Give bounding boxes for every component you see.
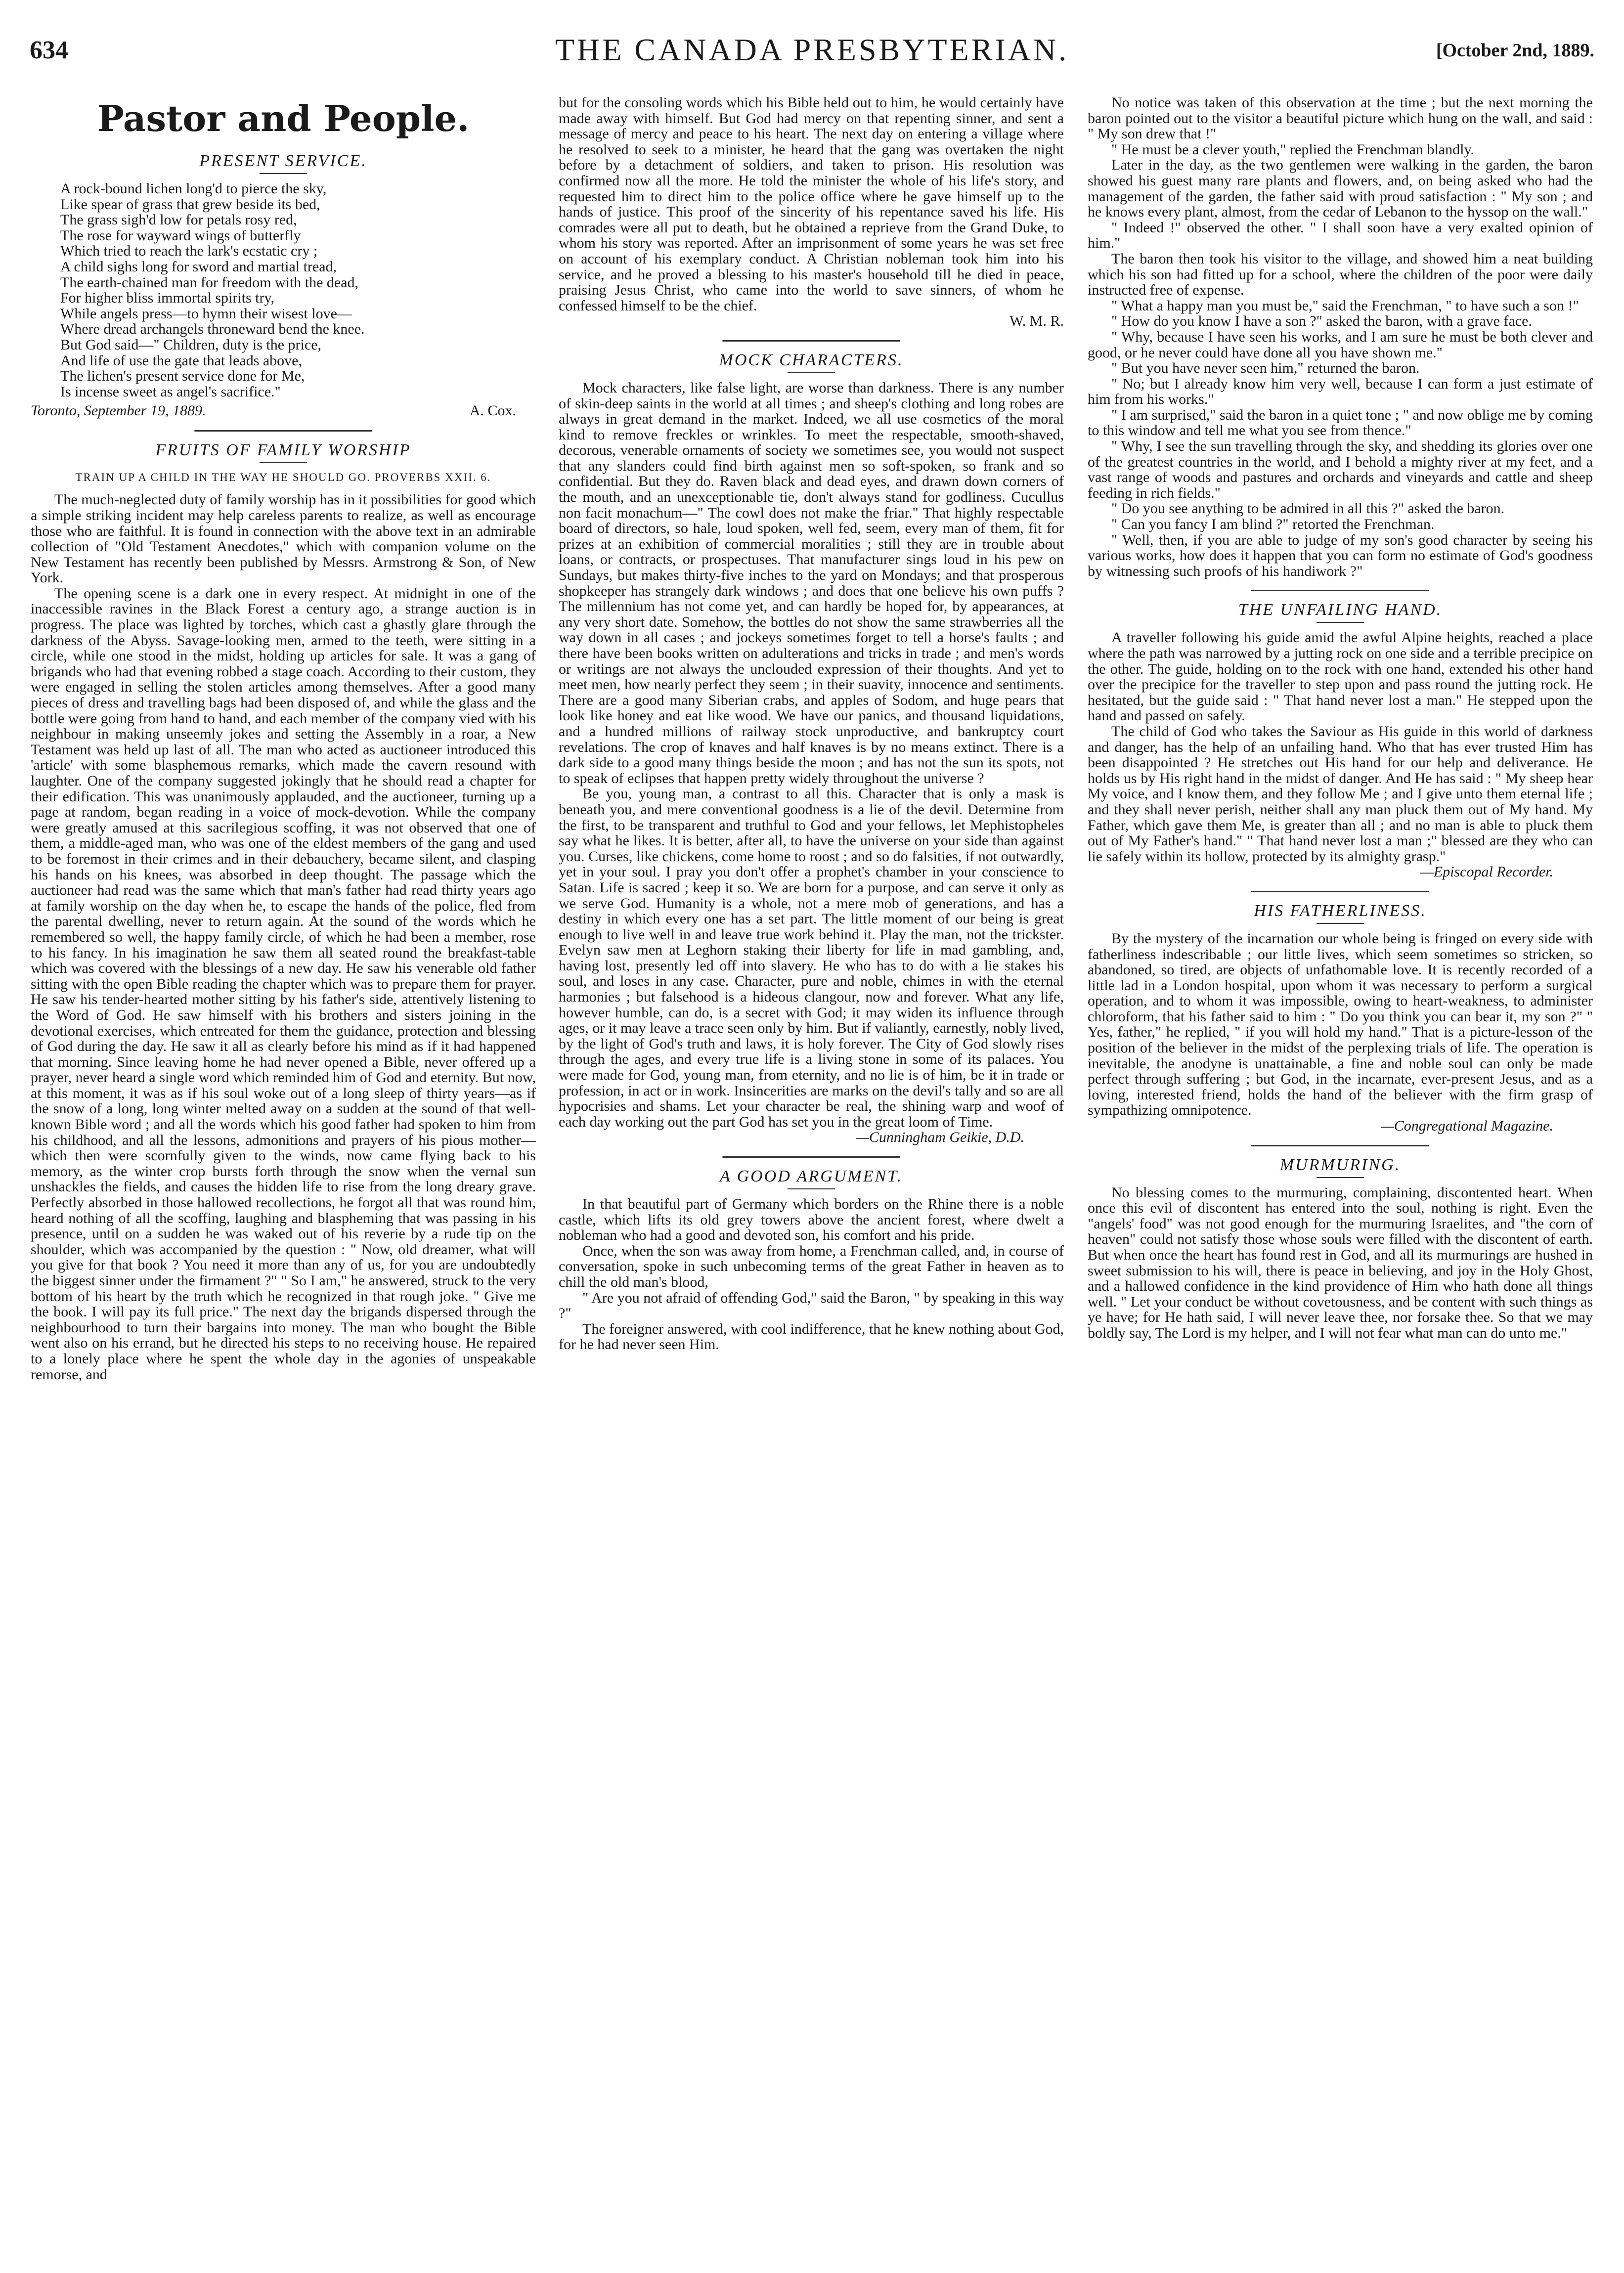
paragraph: " What a happy man you must be," said the Frenchman, " to have such a son !" (1111, 297, 1579, 314)
paragraph: Once, when the son was away from home, a Frenchman called, and, in course of conversation, spoke in such unbecoming terms of the great Father in heaven as to chill the old man's blood, (559, 1242, 1064, 1290)
column-2 (559, 95, 1064, 2255)
paragraph: The child of God who takes the Saviour as His guide in this world of darkness and danger, has the help of an unfailing hand. Who that has ever trusted Him has been disappointed ? He stretches out His hand for our help and deliverance. He holds us by His right hand in the midst of danger. And He has said : " My sheep hear My voice, and I know them, and they follow Me ; and I give unto them eternal life ; and they shall never perish, neither shall any man pluck them out of My hand. My Father, which gave them Me, is greater than all ; and no man is able to pluck them out of My Father's hand." " That hand never lost a man ;" blessed are they who can lie safely within its hollow, protected by its almighty grasp." (1088, 723, 1593, 865)
family-worship-title: FRUITS OF FAMILY WORSHIP (155, 441, 411, 460)
poem-line: Is incense sweet as angel's sacrifice." (60, 383, 281, 400)
poem-line: A rock-bound lichen long'd to pierce the sky, (60, 180, 327, 197)
paragraph: " Why, because I have seen his works, and I am sure he must be both clever and good, or he never could have done all you have shown me." (1088, 328, 1593, 361)
poem-place-date: Toronto, September 19, 1889. (31, 402, 206, 419)
scripture-caption: TRAIN UP A CHILD IN THE WAY HE SHOULD GO. PROVERBS XXII. 6. (75, 471, 491, 484)
column-1 (31, 95, 536, 2255)
poem-line: And life of use the gate that leads above, (60, 352, 302, 369)
paragraph: Later in the day, as the two gentlemen were walking in the garden, the baron showed his guest many rare plants and flowers, and, on being asked who had the management of the garden, the father said with proud satisfaction : " My son ; and he knows every plant, almost, from the cedar of Lebanon to the hyssop on the wall." (1088, 157, 1593, 220)
section-divider (722, 340, 900, 342)
title-rule (1317, 622, 1364, 623)
title-rule (788, 1188, 835, 1189)
title-rule (260, 173, 307, 174)
paragraph: " Can you fancy I am blind ?" retorted the Frenchman. (1111, 516, 1435, 533)
signature: —Episcopal Recorder. (1420, 864, 1553, 880)
poem-line: The rose for wayward wings of butterfly (60, 227, 301, 244)
section-divider (1251, 1145, 1429, 1146)
journal-title: THE CANADA PRESBYTERIAN. (555, 32, 1069, 67)
department-title: Pastor and People. (97, 97, 470, 139)
unfailing-hand-title: THE UNFAILING HAND. (1238, 601, 1443, 619)
paragraph: No blessing comes to the murmuring, complaining, discontented heart. When once this evil of discontent has entered into the soul, nothing is right. Even the "angels' food" was not good enough for the murmuring Israelites, and "the corn of heaven" could not satisfy those whose souls were filled with the discontent of earth. But when once the heart has found rest in God, and all its murmurings are hushed in sweet submission to his will, there is peace in believing, and joy in the Holy Ghost, and a hallowed confidence in the kind providence of Him who hath done all things well. " Let your conduct be without covetousness, and be content with such things as ye have; for He hath said, I will never leave thee, nor forsake thee. So that we may boldly say, The Lord is my helper, and I will not fear what man can do unto me." (1088, 1184, 1593, 1341)
mock-characters-title: MOCK CHARACTERS. (719, 350, 904, 369)
paragraph: Be you, young man, a contrast to all this. Character that is only a mask is beneath you, and mere conventional goodness is a lie of the devil. Determine from the first, to be transparent and truthful to God and your fellows, let Mephistopheles say what he likes. It is better, after all, to have the universe on your side than against you. Curses, like chickens, come home to roost ; and so do falsities, if not outwardly, yet in your soul. I pray you don't offer a prophet's chamber in your conscience to Satan. Life is sacred ; keep it so. We are born for a purpose, and can serve it only as we serve God. Humanity is a whole, not a mere mob of generations, and has a destiny in which every one has a set part. The little moment of our being is great enough to live well in and leave true work behind it. Play the man, not the trickster. Evelyn saw men at Leghorn staking their liberty for life in mad gambling, and, having lost, presently led off into slavery. He who has to do with a lie stakes his soul, and loses in any case. Character, pure and noble, chimes in with the eternal harmonies ; but falsehood is a hideous clangour, now and forever. What any life, however humble, can do, is a secret with God; it may widen its influence through ages, or it may leave a trace seen only by him. But if valiantly, earnestly, nobly lived, by the light of God's truth and laws, it is holy forever. The City of God slowly rises through the ages, and every true life is a living stone in some of its palaces. You were made for God, young man, from eternity, and no lie is of him, be it in trade or profession, in act or in work. Insincerities are marks on the devil's tally and so are all hypocrisies and shams. Let your character be real, the shining warp and woof of each day working out the part God has set you in the great loom of Time. (559, 786, 1064, 1130)
paragraph: In that beautiful part of Germany which borders on the Rhine there is a noble castle, which lifts its old grey towers above the ancient forest, where dwelt a nobleman who had a good and devoted son, his comfort and his pride. (559, 1196, 1064, 1244)
column-3 (1088, 95, 1593, 2255)
poem-line: Which tried to reach the lark's ecstatic cry ; (60, 243, 318, 260)
title-rule (1317, 1177, 1364, 1178)
paragraph: " No; but I already know him very well, because I can form a just estimate of him from his works." (1088, 375, 1593, 408)
poem (60, 181, 536, 399)
paragraph: The opening scene is a dark one in every respect. At midnight in one of the inaccessible ravines in the Black Forest a century ago, a strange auction is in progress. The place was lighted by torches, which cast a ghastly glare through the darkness of the Abyss. Savage-looking men, armed to the teeth, were sitting in a circle, while one stood in the midst, holding up articles for sale. It was a gang of brigands who had that evening robbed a stage coach. According to their custom, they were engaged in selling the stolen articles among themselves. After a good many pieces of dress and travelling bags had been disposed of, and while the glass and the bottle were going from hand to hand, and each member of the company vied with his neighbour in making unseemly jokes and setting the Assembly in a roar, a New Testament was held up last of all. The man who acted as auctioneer introduced this 'article' with some blasphemous remarks, which made the cavern resound with laughter. One of the company suggested jokingly that he should read a chapter for their edification. This was unanimously applauded, and the auctioneer, turning up a page at random, began reading in a voice of mock-devotion. While the company were greatly amused at this sacrilegious scoffing, it was not observed that one of them, a middle-aged man, who was one of the eldest members of the gang and used to be foremost in their crimes and in their debauchery, became silent, and clasping his hands on his knees, was absorbed in deep thought. The passage which the auctioneer had read was the same which that man's father had read thirty years ago at family worship on the day when he, to escape the hands of the police, fled from the parental dwelling, never to return again. At the sound of the words which he remembered so well, the happy family circle, of which he had been a member, rose to his fancy. In his imagination he saw them all seated round the breakfast-table which was covered with the blessings of a new day. He saw his venerable old father sitting with the open Bible reading the chapter which was to prepare them for prayer. He saw his tender-hearted mother sitting by his father's side, attentively listening to the Word of God. He saw himself with his brothers and sisters joining in the devotional exercises, which entreated for them the guidance, protection and blessing of God during the day. He saw it all as clearly before his mind as if it had happened that morning. Since leaving home he had never opened a Bible, never offered up a prayer, never heard a single word which reminded him of God and eternity. But now, at this moment, it was as if his soul woke out of a long sleep of thirty years—as if the snow of a long, long winter melted away on a sudden at the sound of that well-known Bible word ; and all the words which his good father had spoken to him from his childhood, and all the lessons, admonitions and prayers of his pious mother—which then were scornfully given to the winds, now came flying back to his memory, as the winter crop bursts forth through the snow when the vernal sun unshackles the fields, and causes the hidden life to rise from the long dreary grave. Perfectly absorbed in those hallowed recollections, he forgot all that was round him, heard nothing of all the scoffing, laughing and blaspheming that was passing in his presence, until on a sudden he was waked out of his reverie by a rude tip on the shoulder, which was accompanied by the question : " Now, old dreamer, what will you give for that book ? You need it more than any of us, for you are undoubtedly the biggest sinner under the firmament ?" " So I am," he answered, struck to the very bottom of his heart by the truth which he recognized in that rough joke. " Give me the book. I will pay its full price." The next day the brigands dispersed through the neighbourhood to turn their bargains into money. The man who bought the Bible went also on his errand, but he directed his steps to no receiving house. He repaired to a lonely place where he spent the whole day in the agonies of unspeakable remorse, and (31, 585, 536, 1383)
page-number: 634 (30, 36, 68, 64)
paragraph: " But you have never seen him," returned the baron. (1111, 360, 1420, 377)
poem-line: The lichen's present service done for Me, (60, 368, 305, 385)
murmuring-title: MURMURING. (1279, 1155, 1401, 1174)
paragraph: By the mystery of the incarnation our whole being is fringed on every side with fatherliness indescribable ; our little lives, which seem sometimes so stricken, so abandoned, so tired, are objects of unfathomable love. It is recently recorded of a little lad in a London hospital, upon whom it was necessary to perform a surgical operation, and to whom it was impossible, owing to heart-weakness, to administer chloroform, that his father said to him : " Do you think you can bear it, my son ?" " Yes, father," he replied, " if you will hold my hand." That is a picture-lesson of the position of the believer in the midst of the perplexing trials of life. The operation is inevitable, the anodyne is unattainable, a fine and noble soul can only be made perfect through suffering ; but God, in the incarnate, ever-present Jesus, and as a loving, interested friend, holds the hand of the believer with the firm grasp of sympathizing omnipotence. (1088, 930, 1593, 1119)
paragraph: No notice was taken of this observation at the time ; but the next morning the baron pointed out to the visitor a beautiful picture which hung on the wall, and said : " My son drew that !" (1088, 95, 1593, 142)
paragraph: " Why, I see the sun travelling through the sky, and shedding its glories over one of the greatest countries in the world, and I behold a mighty river at my feet, and a vast range of woods and pastures and orchards and vineyards and cattle and sheep feeding in rich fields." (1088, 438, 1593, 501)
paragraph: but for the consoling words which his Bible held out to him, he would certainly have made away with himself. But God had mercy on that repenting sinner, and sent a message of mercy and peace to his heart. The next day on entering a village where he resolved to seek to a minister, he heard that the gang was overtaken the night before by a detachment of soldiers, and taken to prison. His resolution was confirmed now all the more. He told the minister the whole of his life's story, and requested him to direct him to the police office where he gave himself up to the hands of justice. This proof of the sincerity of his repentance saved his life. His comrades were all put to death, but he obtained a reprieve from the Grand Duke, to whom his story was reported. After an imprisonment of some years he was set free on account of his exemplary conduct. A Christian nobleman took him into his service, and he proved a blessing to his master's household till he died in peace, praising Jesus Christ, who came into the world to save sinners, of whom he confessed himself to be the chief. (559, 95, 1064, 314)
title-rule (1317, 923, 1364, 924)
poem-line: Where dread archangels throneward bend the knee. (60, 321, 365, 338)
paragraph: A traveller following his guide amid the awful Alpine heights, reached a place where the path was narrowed by a jutting rock on one side and a terrible precipice on the other. The guide, holding on to the rock with one hand, extended his other hand over the precipice for the traveller to step upon and pass round the jutting rock. He hesitated, but the guide said : " That hand never lost a man." He stepped upon the hand and passed on safely. (1088, 629, 1593, 724)
paragraph: " Well, then, if you are able to judge of my son's good character by seeing his various works, how does it happen that you can form no estimate of God's goodness by witnessing such proofs of his handiwork ?" (1088, 531, 1593, 579)
poem-author: A. Cox. (469, 402, 516, 419)
fatherliness-title: HIS FATHERLINESS. (1254, 901, 1427, 920)
paragraph: " Do you see anything to be admired in all this ?" asked the baron. (1111, 500, 1505, 517)
section-divider (722, 1156, 900, 1158)
section-divider (1251, 590, 1429, 591)
paragraph: " Are you not afraid of offending God," said the Baron, " by speaking in this way ?" (559, 1289, 1064, 1322)
title-rule (788, 372, 835, 373)
paragraph: " Indeed !" observed the other. " I shall soon have a very exalted opinion of him." (1088, 219, 1593, 252)
poem-line: The earth-chained man for freedom with the dead, (60, 274, 359, 291)
poem-line: For higher bliss immortal spirits try, (60, 290, 275, 306)
poem-line: While angels press—to hymn their wisest love— (60, 305, 352, 322)
paragraph: " He must be a clever youth," replied the Frenchman blandly. (1111, 141, 1474, 158)
paragraph: " I am surprised," said the baron in a quiet tone ; " and now oblige me by coming to this window and tell me what you see from thence." (1088, 406, 1593, 439)
paragraph: The much-neglected duty of family worship has in it possibilities for good which a simple striking incident may help careless parents to realize, as well as encourage those who are faithful. It is found in connection with the above text in an admirable collection of "Old Testament Anecdotes," which with companion volume on the New Testament has recently been published by Messrs. Armstrong & Son, of New York. (31, 491, 536, 586)
present-service-title: PRESENT SERVICE. (199, 152, 367, 170)
signature: —Congregational Magazine. (1381, 1118, 1553, 1135)
poem-signature (31, 402, 516, 419)
poem-line: A child sighs long for sword and martial tread, (60, 258, 337, 275)
section-divider (194, 430, 372, 432)
poem-line: The grass sigh'd low for petals rosy red, (60, 212, 297, 228)
paragraph: " How do you know I have a son ?" asked the baron, with a grave face. (1111, 313, 1532, 330)
section-divider (1251, 891, 1429, 892)
signature: W. M. R. (1010, 313, 1064, 330)
good-argument-title: A GOOD ARGUMENT. (719, 1167, 903, 1185)
paragraph: The foreigner answered, with cool indifference, that he knew nothing about God, for he had never seen Him. (559, 1320, 1064, 1353)
issue-date: [October 2nd, 1889. (1436, 40, 1594, 61)
signature: —Cunningham Geikie, D.D. (856, 1129, 1024, 1146)
title-rule (260, 462, 307, 463)
paragraph: Mock characters, like false light, are worse than darkness. There is any number of skin-deep saints in the world at all times ; and sheep's clothing and long robes are always in great demand in the market. Indeed, we all use cosmetics of the moral kind to remove freckles or wrinkles. To meet the respectable, smooth-shaved, decorous, venerable ornaments of society we sometimes see, you would not suspect that any slanders could find birth against men so soft-spoken, so frank and so confidential. But they do. Raven black and dead eyes, and drawn down corners of the mouth, and an unexceptionable tie, don't always stand for godliness. Cucullus non facit monachum—" The cowl does not make the friar." That highly respectable board of directors, so hale, loud spoken, well fed, seem, every man of them, fit for prizes at an exhibition of commercial moralities ; still they are in trouble about loans, or contracts, or prospectuses. That manufacturer sings loud in his pew on Sundays, but makes thirty-five inches to the yard on Mondays; and that prosperous shopkeeper has strangely dark windows ; and does that one believe his own puffs ? The millennium has not come yet, and can hardly be hoped for, by appearances, at any very short date. Somehow, the bottles do not show the same strawberries all the way down in all cases ; and jockeys sometimes forget to tell a horse's faults ; and there have been books written on adulterations and tricks in trade ; and men's words or writings are not always the unclouded expression of their thoughts. And yet to meet men, how nearly perfect they seem ; in their suavity, innocence and sentiments. There are a good many Siberian crabs, and apples of Sodom, and huge pears that look like honey and eat like wood. We have our panics, and thousand liquidations, and a hundred millions of railway stock unproductive, and bankruptcy court revelations. The crop of knaves and half knaves is by no means extinct. There is a dark side to a good many things beside the moon ; and has not the sun its spots, not to speak of eclipses that happen pretty widely throughout the universe ? (559, 379, 1064, 787)
poem-line: Like spear of grass that grew beside its bed, (60, 196, 320, 213)
masthead (30, 32, 1594, 76)
paragraph: The baron then took his visitor to the village, and showed him a neat building which his son had fitted up for a school, where the children of the poor were daily instructed free of expense. (1088, 250, 1593, 299)
poem-line: But God said—" Children, duty is the price, (60, 336, 322, 353)
